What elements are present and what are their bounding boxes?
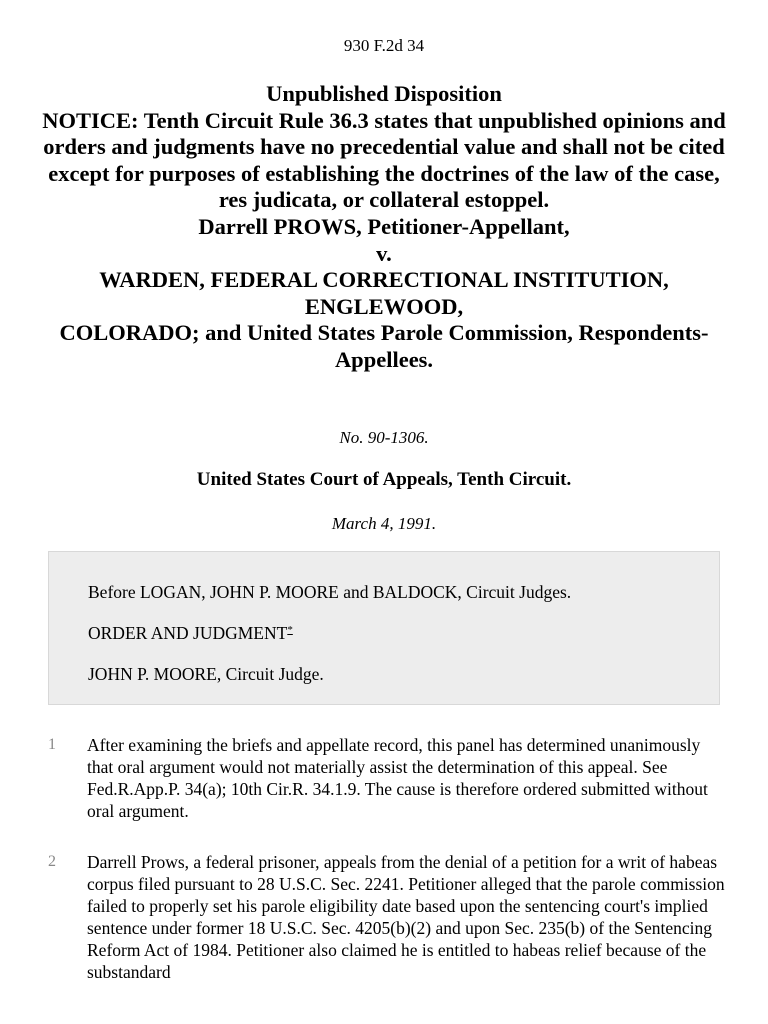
order-title: ORDER AND JUDGMENT [88,623,288,643]
case-caption [40,81,728,374]
paragraph-number: 2 [48,853,56,870]
court-name: United States Court of Appeals, Tenth Circuit. [196,469,572,490]
footnote-link[interactable]: * [287,624,293,636]
opinion-author: JOHN P. MOORE, Circuit Judge. [88,664,324,684]
order-heading [88,623,719,643]
paragraph [48,734,728,826]
decision-date: March 4, 1991. [331,514,437,533]
case-citation: 930 F.2d 34 [343,36,425,55]
docket-number: No. 90-1306. [339,428,429,447]
paragraph-number: 1 [48,736,56,753]
respondent-line-1: WARDEN, FEDERAL CORRECTIONAL INSTITUTION, ENGLEWOOD, [99,267,669,319]
respondent-line-2: COLORADO; and United States Parole Commission, Respondents-Appellees. [59,320,709,372]
panel-judges: Before LOGAN, JOHN P. MOORE and BALDOCK, Circuit Judges. [88,582,572,602]
paragraph [48,851,728,1024]
versus-label: v. [376,240,392,266]
paragraph-text: After examining the briefs and appellate record, this panel has determined unanimously that oral argument would not materially assist the determination of this appeal. See Fed.R.App.P. 34(a); 10th Cir.R. 34.1.9. The cause is therefore ordered submitted without oral argument. [87,735,708,821]
petitioner-name: Darrell PROWS, Petitioner-Appellant, [198,213,570,239]
paragraph-text: Darrell Prows, a federal prisoner, appeals from the denial of a petition for a writ of habeas corpus filed pursuant to 28 U.S.C. Sec. 2241. Petitioner alleged that the parole commission failed to properly set his parole eligibility date based upon the sentencing court's implied sentence under former 18 U.S.C. Sec. 4205(b)(2) and upon Sec. 235(b) of the Sentencing Reform Act of 1984. Petitioner also claimed he is entitled to habeas relief because of the substandard [87,852,725,982]
citation-notice: NOTICE: Tenth Circuit Rule 36.3 states that unpublished opinions and orders and judgments have no precedential value and shall not be cited except for purposes of establishing the doctrines of the law of the case, res judicata, or collateral estoppel. [42,107,726,213]
disposition-heading: Unpublished Disposition [266,81,502,106]
prelim-box [48,551,720,705]
